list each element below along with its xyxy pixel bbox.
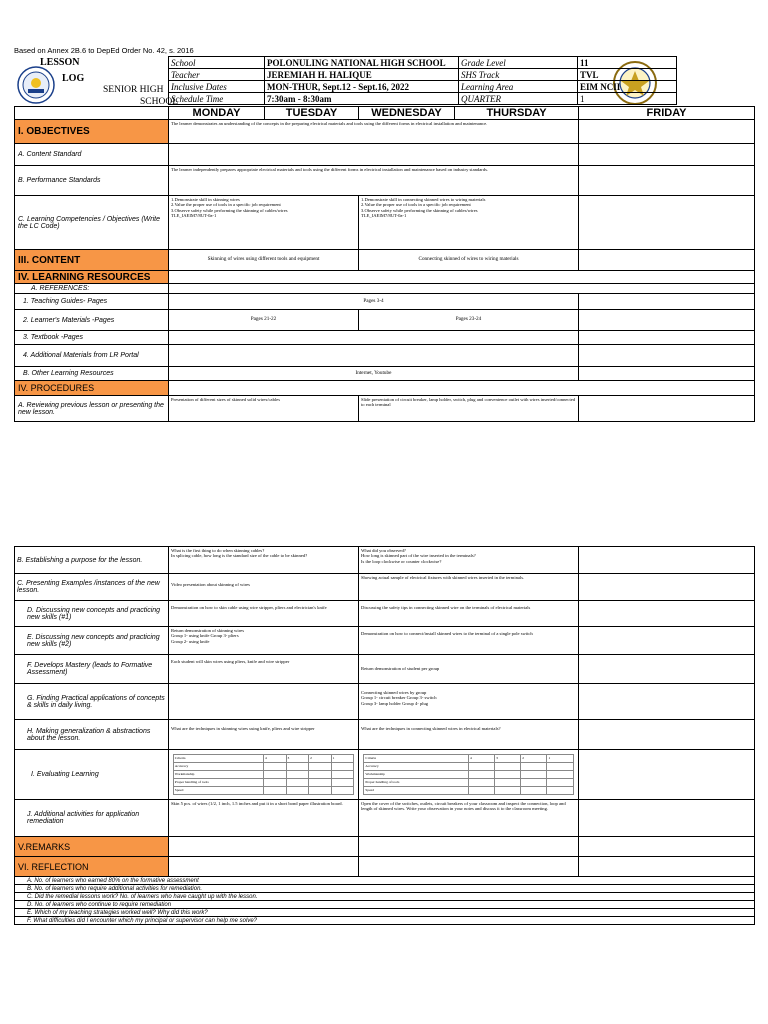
reflection-mon-tue [169, 857, 359, 877]
practical-wed-thu: Connecting skinned wires by group Group 1- circuit breaker Group 3- switch Group 3- lamp holder Group 4- plug [359, 684, 579, 720]
rubric-wed-thu [359, 750, 579, 800]
grade-value: 11 [578, 57, 677, 69]
friday-ps-cell [579, 166, 755, 196]
deped-seal-icon [17, 66, 55, 104]
discussing-1-wed-thu: Discussing the safety tips in connecting skinned wire on the terminals of electrical materials [359, 601, 579, 627]
discussing-2-mon-tue: Return demonstration of skinning wires Group 1- using knife Group 3- pliers Group 2- using knife [169, 627, 359, 655]
additional-activities-label: J. Additional activities for application remediation [15, 800, 169, 837]
area-label: Learning Area [459, 81, 578, 93]
friday-olr-cell [579, 367, 755, 381]
grade-label: Grade Level [459, 57, 578, 69]
resources-cell [169, 271, 755, 284]
additional-materials-label: 4. Additional Materials from LR Portal [15, 345, 169, 367]
day-thursday: THURSDAY [455, 107, 579, 120]
review-wed-thu: Slide presentation of circuit breaker, lamp holder, switch, plug and convenience outlet with wires inserted/connected to each terminal [359, 396, 579, 422]
reflection-item-e: E. Which of my teaching strategies worked well? Why did this work? [15, 909, 755, 917]
rubric-workmanship: Workmanship [364, 771, 469, 779]
dates-value: MON-THUR, Sept.12 - Sept.16, 2022 [265, 81, 459, 93]
mastery-mon-tue: Each student will skin wires using pliers, knife and wire stripper [169, 655, 359, 684]
practical-applications-label: G. Finding Practical applications of concepts & skills in daily living. [15, 684, 169, 720]
rubric-mon-tue [169, 750, 359, 800]
rubric-criteria: Criteria [173, 755, 263, 763]
section-procedures: IV. PROCEDURES [15, 381, 169, 396]
rubric-col-3: 3 [286, 755, 309, 763]
textbook-label: 3. Textbook -Pages [15, 331, 169, 345]
evaluating-learning-label: I. Evaluating Learning [15, 750, 169, 800]
reflection-item-b: B. No. of learners who require additional activities for remediation. [15, 885, 755, 893]
rubric-handling: Proper handling of tools [364, 779, 469, 787]
rubric-accuracy: Accuracy [364, 763, 469, 771]
friday-mastery-cell [579, 655, 755, 684]
header-info-table [168, 56, 677, 105]
generalization-wed-thu: What are the techniques in connecting skinned wires in electrical materials? [359, 720, 579, 750]
discussing-1-mon-tue: Demonstration on how to skin cable using wire stripper, pliers and electrician's knife [169, 601, 359, 627]
track-value: TVL [578, 69, 677, 81]
rubric-col-2: 2 [521, 755, 547, 763]
day-monday: MONDAY [169, 107, 265, 120]
teacher-label: Teacher [169, 69, 265, 81]
content-standard-label: A. Content Standard [15, 144, 169, 166]
lc-mon-tue: 1.Demonstrate skill in skinning wires 2.Value the proper use of tools in a specific job requirement 3.Observe safety while performing the skinning of cables/wires TLE_IAEIM7/8UT-0a-1 [169, 196, 359, 250]
reflection-item-a: A. No. of learners who earned 80% on the formative assessment [15, 877, 755, 885]
lesson-log-table-page2 [14, 546, 755, 925]
reflection-item-f: F. What difficulties did I encounter which my principal or supervisor can help me solve? [15, 917, 755, 925]
rubric-accuracy: Accuracy [173, 763, 263, 771]
track-label: SHS Track [459, 69, 578, 81]
friday-generalization-cell [579, 720, 755, 750]
textbook-cell [169, 331, 579, 345]
friday-review-cell [579, 396, 755, 422]
generalization-label: H. Making generalization & abstractions about the lesson. [15, 720, 169, 750]
friday-discussing-2-cell [579, 627, 755, 655]
section-reflection: VI. REFLECTION [15, 857, 169, 877]
rubric-criteria: Criteria [364, 755, 469, 763]
friday-lm-cell [579, 310, 755, 331]
content-wed-thu: Connecting skinned of wires to wiring materials [359, 250, 579, 271]
area-value: EIM NCII [578, 81, 677, 93]
school-value: POLONULING NATIONAL HIGH SCHOOL [265, 57, 459, 69]
title-senior-high: SENIOR HIGH [103, 85, 164, 95]
presenting-wed-thu: Showing actual sample of electrical fixtures with skinned wires inserted in the terminals. [359, 574, 579, 601]
references-label: A. REFERENCES: [15, 284, 169, 294]
mastery-wed-thu: Return demonstration of student per group [359, 655, 579, 684]
teaching-guides-cell: Pages 3-4 [169, 294, 579, 310]
rubric-handling: Proper handling of tools [173, 779, 263, 787]
deped-order-note: Based on Annex 2B.6 to DepEd Order No. 42, s. 2016 [14, 46, 194, 55]
time-label: Schedule Time [169, 93, 265, 105]
references-cell [169, 284, 755, 294]
friday-presenting-cell [579, 574, 755, 601]
friday-practical-cell [579, 684, 755, 720]
presenting-examples-label: C. Presenting Examples /instances of the new lesson. [15, 574, 169, 601]
discussing-1-label: D. Discussing new concepts and practicing new skills (#1) [15, 601, 169, 627]
discussing-2-label: E. Discussing new concepts and practicing new skills (#2) [15, 627, 169, 655]
other-resources-label: B. Other Learning Resources [15, 367, 169, 381]
learners-materials-mon-tue: Pages 21-22 [169, 310, 359, 331]
friday-cs-cell [579, 144, 755, 166]
friday-evaluating-cell [579, 750, 755, 800]
rubric-col-1: 1 [331, 755, 354, 763]
remarks-friday [579, 837, 755, 857]
friday-discussing-1-cell [579, 601, 755, 627]
rubric-col-1: 1 [547, 755, 573, 763]
additional-materials-cell [169, 345, 579, 367]
school-label: School [169, 57, 265, 69]
content-mon-tue: Skinning of wires using different tools and equipment [169, 250, 359, 271]
day-friday: FRIDAY [579, 107, 755, 120]
title-log: LOG [62, 73, 85, 84]
develops-mastery-label: F. Develops Mastery (leads to Formative Assessment) [15, 655, 169, 684]
teaching-guides-label: 1. Teaching Guides- Pages [15, 294, 169, 310]
practical-mon-tue [169, 684, 359, 720]
reflection-item-c: C. Did the remedial lessons work? No. of learners who have caught up with the lesson. [15, 893, 755, 901]
discussing-2-wed-thu: Demonstration on how to connect/install skinned wires to the terminal of a single pole switch [359, 627, 579, 655]
rubric-table-a [173, 754, 354, 795]
procedures-cell [169, 381, 755, 396]
reflection-friday [579, 857, 755, 877]
lesson-log-table-page1 [14, 106, 755, 422]
friday-content-cell [579, 250, 755, 271]
additional-mon-tue: Skin 5 pcs. of wires (1/2, 1 inch, 1.5 inches and put it in a short bond paper illustration board. [169, 800, 359, 837]
title-lesson: LESSON [40, 57, 80, 68]
friday-lc-cell [579, 196, 755, 250]
section-learning-resources: IV. LEARNING RESOURCES [15, 271, 169, 284]
remarks-mon-tue [169, 837, 359, 857]
day-wednesday: WEDNESDAY [359, 107, 455, 120]
review-mon-tue: Presentation of different sizes of skinned solid wires/cables [169, 396, 359, 422]
dates-label: Inclusive Dates [169, 81, 265, 93]
learners-materials-wed-thu: Pages 23-24 [359, 310, 579, 331]
rubric-col-2: 2 [309, 755, 332, 763]
section-objectives: I. OBJECTIVES [15, 120, 169, 144]
lc-wed-thu: 1.Demonstrate skill in connecting skinned wires to wiring materials 2.Value the proper use of tools in a specific job requirement 3.Observe safety while performing the skinning of cables/wires TLE_IAEIM7/8UT-0a-1 [359, 196, 579, 250]
rubric-col-3: 3 [495, 755, 521, 763]
performance-standards-label: B. Performance Standards [15, 166, 169, 196]
purpose-mon-tue: What is the first thing to do when skinning cables? In splicing cable, how long is the standard size of the cable to be skinned? [169, 547, 359, 574]
reflection-wed-thu [359, 857, 579, 877]
friday-purpose-cell [579, 547, 755, 574]
rubric-col-4: 4 [264, 755, 287, 763]
reviewing-lesson-label: A. Reviewing previous lesson or presenting the new lesson. [15, 396, 169, 422]
teacher-value: JEREMIAH H. HALIQUE [265, 69, 459, 81]
reflection-item-d: D. No. of learners who continue to require remediation [15, 901, 755, 909]
learners-materials-label: 2. Learner's Materials -Pages [15, 310, 169, 331]
quarter-label: QUARTER [459, 93, 578, 105]
section-remarks: V.REMARKS [15, 837, 169, 857]
rubric-table-b [363, 754, 573, 795]
generalization-mon-tue: What are the techniques in skinning wires using knife, pliers and wire stripper [169, 720, 359, 750]
purpose-wed-thu: What did you observed? How long is skinned part of the wire inserted in the terminals? Is the loop clockwise or counter clockwise? [359, 547, 579, 574]
rubric-workmanship: Workmanship [173, 771, 263, 779]
content-standard-cell [169, 144, 579, 166]
friday-tg-cell [579, 294, 755, 310]
day-header-blank [15, 107, 169, 120]
other-resources-cell: Internet, Youtube [169, 367, 579, 381]
learning-competencies-label: C. Learning Competencies / Objectives (Write the LC Code) [15, 196, 169, 250]
rubric-speed: Speed [173, 787, 263, 795]
purpose-label: B. Establishing a purpose for the lesson. [15, 547, 169, 574]
remarks-wed-thu [359, 837, 579, 857]
rubric-speed: Speed [364, 787, 469, 795]
time-value: 7:30am - 8:30am [265, 93, 459, 105]
rubric-col-4: 4 [468, 755, 494, 763]
quarter-value: 1 [578, 93, 677, 105]
section-content: III. CONTENT [15, 250, 169, 271]
friday-am-cell [579, 345, 755, 367]
objectives-cell: The learner demonstrates an understanding of the concepts in the preparing electrical materials and tools using the different forms in electrical installation and maintenance. [169, 120, 579, 144]
additional-wed-thu: Open the cover of the switches, outlets, circuit breakers of your classroom and inspect the connection, loop and length of skinned wires. Write your observation in your notes and discuss it to the classroom meeting. [359, 800, 579, 837]
friday-additional-cell [579, 800, 755, 837]
day-tuesday: TUESDAY [265, 107, 359, 120]
friday-objectives-cell [579, 120, 755, 144]
title-school: SCHOOL [140, 97, 179, 107]
friday-tb-cell [579, 331, 755, 345]
performance-standards-cell: The learner independently prepares appropriate electrical materials and tools using the different forms in electrical installation and maintenance based on industry standards. [169, 166, 579, 196]
presenting-mon-tue: Video presentation about skinning of wires [169, 574, 359, 601]
